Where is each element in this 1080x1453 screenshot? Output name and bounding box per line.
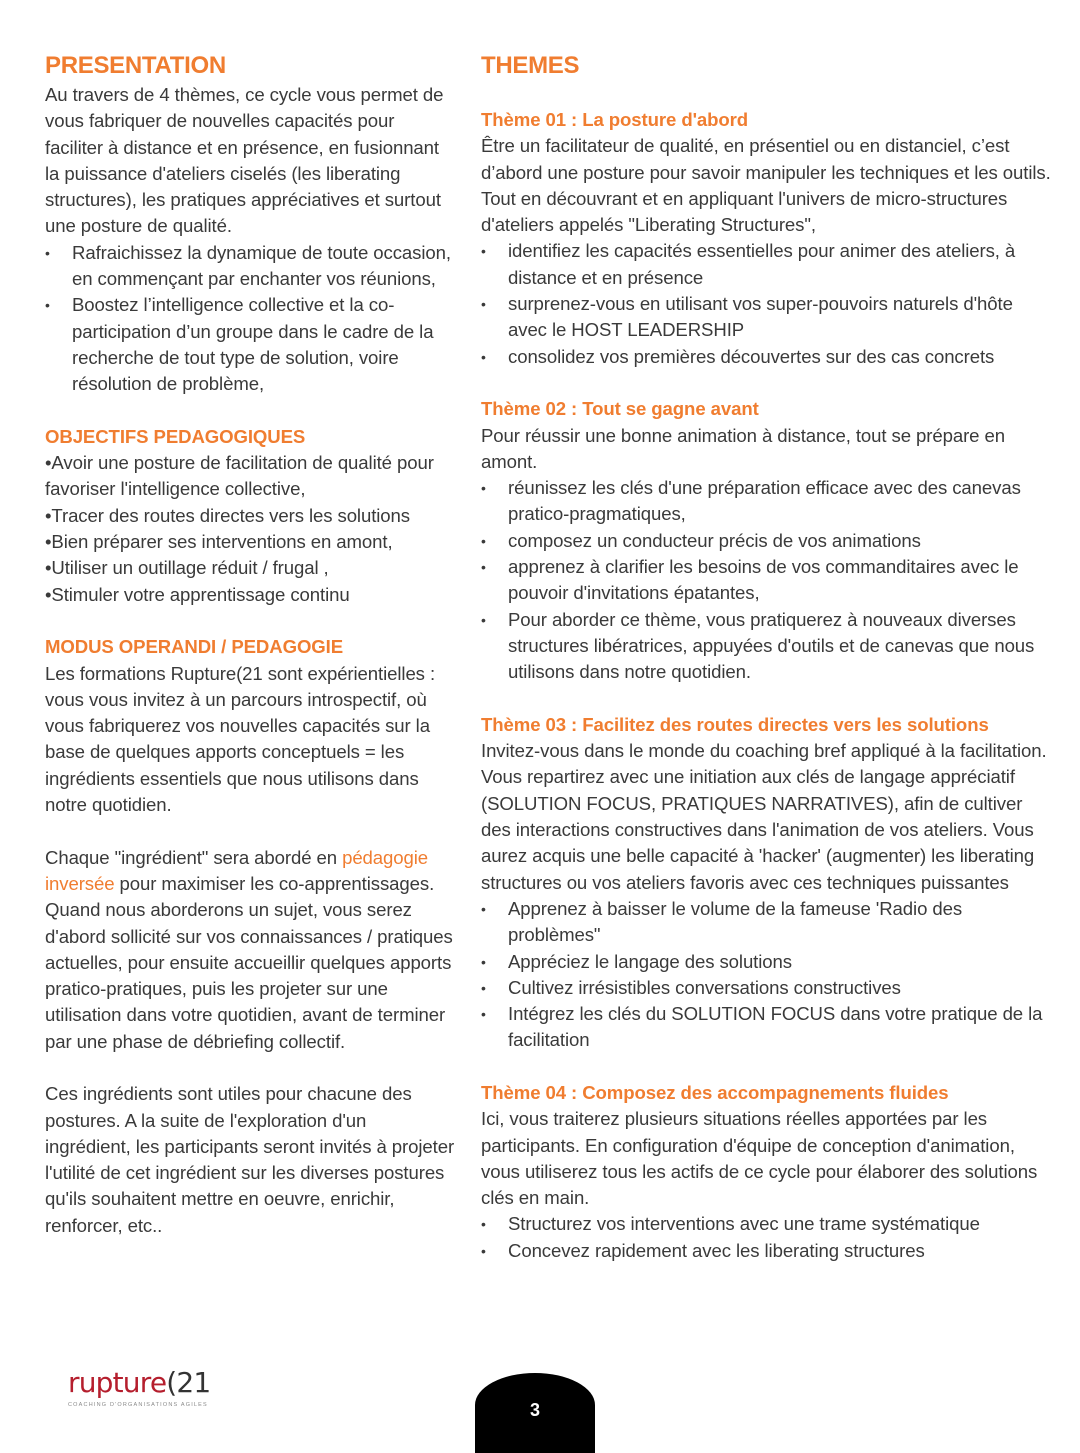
themes-heading: THEMES: [481, 52, 580, 79]
bullet-icon: •: [481, 243, 486, 260]
bullet-icon: •: [481, 296, 486, 313]
modus-paragraph-3: Ces ingrédients sont utiles pour chacune des postures. A la suite de l'exploration d'un ingrédient, les participants seront invités à projeter l'utilité de cet ingrédient sur les diverses postures qu'ils souhaitent mettre en oeuvre, enrichir, renforcer, etc..: [45, 1083, 455, 1236]
theme-title: Thème 03 : Facilitez des routes directes vers les solutions: [481, 713, 989, 735]
theme-bullets: [481, 238, 1051, 369]
list-item: • composez un conducteur précis de vos animations: [481, 528, 1051, 554]
objectif-item: •Bien préparer ses interventions en amont,: [45, 531, 393, 553]
bullet-icon: •: [481, 900, 486, 917]
objectif-item: •Utiliser un outillage réduit / frugal ,: [45, 557, 329, 579]
list-item: • identifiez les capacités essentielles pour animer des ateliers, à distance et en présence: [481, 240, 1016, 288]
theme-04: [481, 1080, 1051, 1264]
bullet-icon: •: [481, 611, 486, 628]
logo-wordmark: rupture(21: [68, 1366, 211, 1399]
theme-intro: Pour réussir une bonne animation à distance, tout se prépare en amont.: [481, 424, 1005, 472]
list-item: • Pour aborder ce thème, vous pratiquerez à nouveaux diverses structures libératrices, appuyées d'outils et de canevas que nous utilisons dans notre quotidien.: [481, 608, 1035, 683]
rupture21-logo: [68, 1368, 223, 1412]
modus-paragraph-1: Les formations Rupture(21 sont expérientielles : vous vous invitez à un parcours introspectif, où vous fabriquerez vos nouvelles capacités sur la base de quelques apports conceptuels = les ingrédients essentiels que nous utilisons dans notre quotidien.: [45, 662, 436, 816]
objectif-item: •Tracer des routes directes vers les solutions: [45, 504, 410, 526]
presentation-intro: Au travers de 4 thèmes, ce cycle vous permet de vous fabriquer de nouvelles capacités pour faciliter à distance et en présence, en fusionnant la puissance d'ateliers ciselés (les liberating structures), les pratiques appréciatives et surtout une posture de qualité.: [45, 84, 444, 237]
theme-02: [481, 396, 1051, 685]
bullet-icon: •: [481, 953, 486, 970]
page-number: 3: [529, 1400, 540, 1420]
presentation-heading: PRESENTATION: [45, 52, 226, 79]
bullet-icon: •: [481, 1242, 486, 1259]
list-item: • apprenez à clarifier les besoins de vos commanditaires avec le pouvoir d'invitations épatantes,: [481, 556, 1019, 604]
bullet-icon: •: [45, 244, 50, 261]
list-item: • consolidez vos premières découvertes sur des cas concrets: [481, 344, 1051, 370]
list-item: • Structurez vos interventions avec une trame systématique: [481, 1211, 1051, 1237]
bullet-icon: •: [481, 559, 486, 576]
theme-03: [481, 712, 1051, 1054]
list-item: • surprenez-vous en utilisant vos super-pouvoirs naturels d'hôte avec le HOST LEADERSHIP: [481, 293, 1013, 341]
right-column: [481, 50, 1051, 1264]
bullet-icon: •: [481, 1006, 486, 1023]
spacer: [45, 818, 457, 844]
spacer: [45, 608, 457, 634]
spacer: [45, 398, 457, 424]
list-item: • Appréciez le langage des solutions: [481, 949, 1051, 975]
pedagogie-inversee-link[interactable]: pédagogie inversée: [45, 846, 429, 894]
bullet-icon: •: [481, 480, 486, 497]
list-item: • Cultivez irrésistibles conversations constructives: [481, 975, 1051, 1001]
theme-bullets: [481, 896, 1051, 1054]
list-item: • Apprenez à baisser le volume de la fameuse 'Radio des problèmes": [481, 897, 963, 946]
spacer: [481, 1054, 1051, 1080]
objectifs-section: [45, 424, 457, 608]
left-column: [45, 50, 457, 1239]
theme-title: Thème 02 : Tout se gagne avant: [481, 398, 759, 420]
presentation-section: [45, 50, 457, 398]
spacer: [481, 686, 1051, 712]
logo-tagline: COACHING D'ORGANISATIONS AGILES: [68, 1402, 208, 1408]
theme-bullets: [481, 475, 1051, 685]
page-number-badge: [475, 1373, 595, 1453]
theme-title: Thème 04 : Composez des accompagnements fluides: [481, 1081, 949, 1103]
theme-bullets: [481, 1211, 1051, 1264]
objectif-item: •Stimuler votre apprentissage continu: [45, 583, 350, 605]
theme-title: Thème 01 : La posture d'abord: [481, 109, 749, 130]
bullet-icon: •: [481, 979, 486, 996]
theme-intro: Être un facilitateur de qualité, en présentiel ou en distanciel, c’est d’abord une posture pour savoir manipuler les techniques et les outils. Tout en découvrant et en appliquant l'univers de micro-structures d'ateliers appelés "Liberating Structures",: [481, 135, 1051, 236]
theme-01: [481, 107, 1051, 370]
list-item: • Concevez rapidement avec les liberating structures: [481, 1238, 1051, 1264]
theme-intro: Invitez-vous dans le monde du coaching bref appliqué à la facilitation. Vous repartirez avec une initiation aux clés de langage appréciatif (SOLUTION FOCUS, PRATIQUES NARRATIVES), afin de cultiver des interactions constructives dans l'animation de vos ateliers. Vous aurez acquis une belle capacité à 'hacker' (augmenter) les liberating structures ou vos ateliers favoris avec ces techniques puissantes: [481, 740, 1047, 893]
objectif-item: •Avoir une posture de facilitation de qualité pour favoriser l'intelligence collective,: [45, 452, 434, 500]
objectifs-heading: OBJECTIFS PEDAGOGIQUES: [45, 425, 306, 447]
modus-paragraph-2: Chaque "ingrédient" sera abordé en pédagogie inversée pour maximiser les co-apprentissages. Quand nous aborderons un sujet, vous serez d'abord sollicité sur vos connaissances / pratiques actuelles, pour ensuite accueillir quelques apports pratico-pratiques, puis les projeter sur une utilisation dans votre quotidien, avant de terminer par une phase de débriefing collectif.: [45, 846, 453, 1052]
list-item: • Intégrez les clés du SOLUTION FOCUS dans votre pratique de la facilitation: [481, 1003, 1043, 1051]
modus-section: [45, 634, 457, 1239]
list-item: • Boostez l’intelligence collective et la co-participation d’un groupe dans le cadre de la recherche de tout type de solution, voire résolution de problème,: [45, 294, 434, 395]
modus-heading: MODUS OPERANDI / PEDAGOGIE: [45, 636, 344, 658]
list-item: • Rafraichissez la dynamique de toute occasion, en commençant par enchanter vos réunions,: [45, 241, 451, 290]
bullet-icon: •: [481, 532, 486, 549]
theme-intro: Ici, vous traiterez plusieurs situations réelles apportées par les participants. En configuration d'équipe de conception d'animation, vous utiliserez tous les actifs de ce cycle pour élaborer des solutions clés en main.: [481, 1108, 1038, 1209]
list-item: • réunissez les clés d'une préparation efficace avec des canevas pratico-pragmatiques,: [481, 477, 1021, 525]
bullet-icon: •: [481, 348, 486, 365]
spacer: [481, 82, 1051, 107]
presentation-bullets: [45, 240, 457, 398]
bullet-icon: •: [45, 297, 50, 314]
bullet-icon: •: [481, 1216, 486, 1233]
spacer: [481, 370, 1051, 396]
spacer: [45, 1055, 457, 1081]
